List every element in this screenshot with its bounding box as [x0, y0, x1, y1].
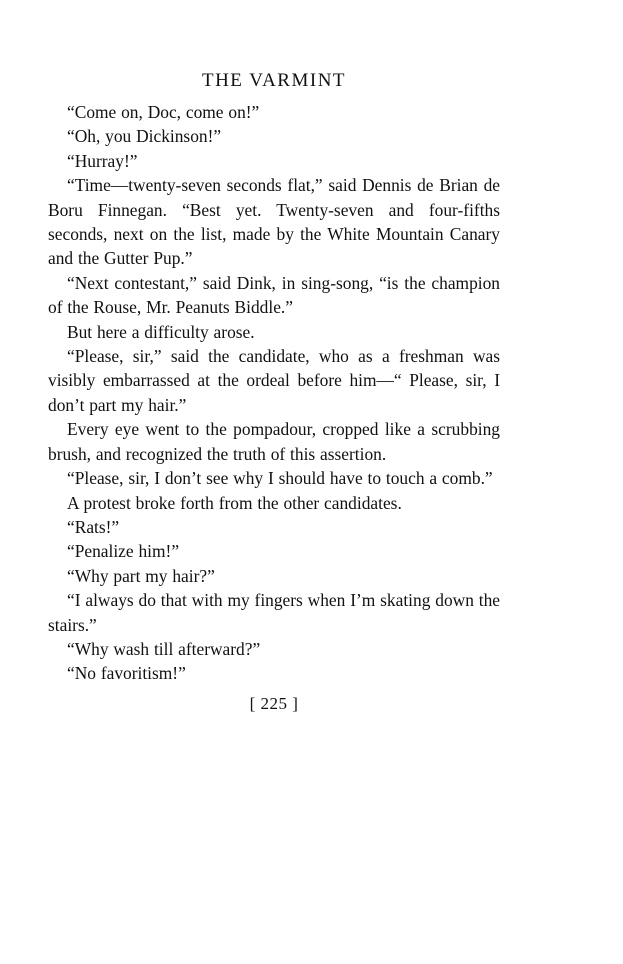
- running-head: THE VARMINT: [201, 70, 347, 91]
- paragraph-5: “Next contestant,” said Dink, in sing-song, “is the champion of the Rouse, Mr. Peanuts Biddle.”: [48, 272, 500, 318]
- paragraph-1: “Come on, Doc, come on!”: [67, 102, 260, 122]
- paragraph-10: A protest broke forth from the other candidates.: [67, 492, 402, 513]
- paragraph-4: “Time—twenty-seven seconds flat,” said Dennis de Brian de Boru Finnegan. “Best yet. Twenty-seven and four-fifths seconds, next on the list, made by the White Mountain Canary and the Gutter Pup.”: [48, 175, 500, 269]
- paragraph-12: “Penalize him!”: [67, 541, 180, 562]
- paragraph-3: “Hurray!”: [67, 150, 138, 171]
- paragraph-7: “Please, sir,” said the candidate, who as a freshman was visibly embarrassed at the ordeal before him—“ Please, sir, I don’t part my hair.”: [48, 346, 500, 415]
- book-page: [48, 66, 500, 716]
- paragraph-13: “Why part my hair?”: [67, 565, 215, 586]
- paragraph-16: “No favoritism!”: [67, 663, 186, 684]
- paragraph-8: Every eye went to the pompadour, cropped like a scrubbing brush, and recognized the truth of this assertion.: [48, 419, 500, 464]
- paragraph-11: “Rats!”: [67, 516, 120, 537]
- paragraph-6: But here a difficulty arose.: [67, 321, 255, 342]
- page-number: [ 225 ]: [249, 693, 299, 713]
- paragraph-2: “Oh, you Dickinson!”: [67, 126, 222, 147]
- paragraph-9: “Please, sir, I don’t see why I should have to touch a comb.”: [67, 468, 493, 489]
- paragraph-15: “Why wash till afterward?”: [67, 638, 261, 659]
- paragraph-14: “I always do that with my fingers when I’m skating down the stairs.”: [48, 590, 500, 635]
